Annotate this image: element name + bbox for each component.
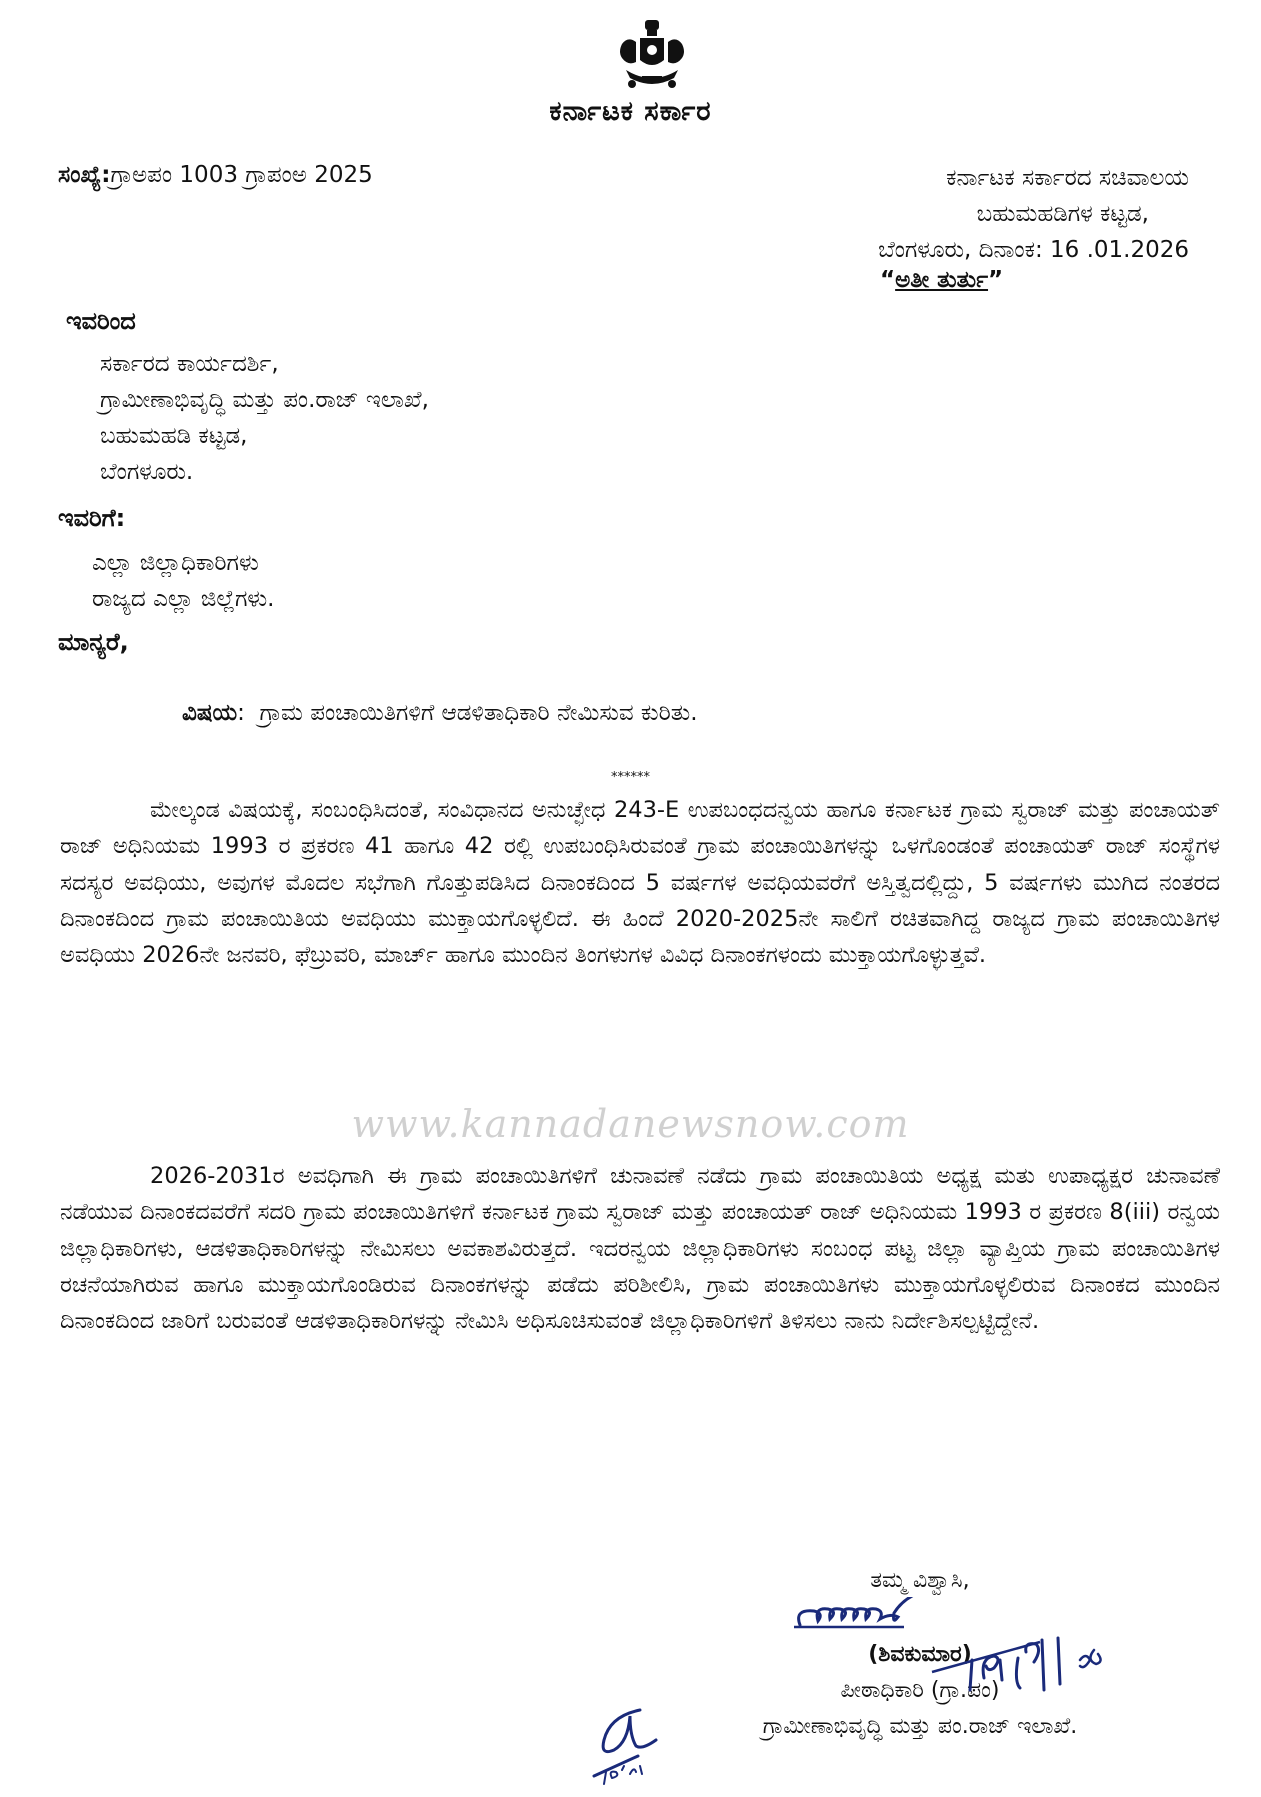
- from-line: ಗ್ರಾಮೀಣಾಭಿವೃದ್ಧಿ ಮತ್ತು ಪಂ.ರಾಜ್ ಇಲಾಖೆ,: [100, 387, 429, 413]
- close-quote: ”: [988, 267, 1004, 293]
- closing-text: ತಮ್ಮ ವಿಶ್ವಾಸಿ,: [870, 1568, 970, 1593]
- address-date-line: ಬೆಂಗಳೂರು, ದಿನಾಂಕ: 16 .01.2026: [878, 237, 1189, 263]
- priority-text: ಅತೀ ತುರ್ತು: [895, 267, 989, 293]
- body-paragraph-1: [60, 792, 1220, 973]
- from-line: ಬಹುಮಹಡಿ ಕಟ್ಟಡ,: [100, 423, 248, 449]
- government-title: ಕರ್ನಾಟಕ ಸರ್ಕಾರ: [549, 96, 712, 127]
- handwritten-date-mark: [930, 1620, 1150, 1700]
- signatory-name: (ಶಿವಕುಮಾರ): [868, 1642, 972, 1667]
- section-divider: ******: [611, 770, 650, 785]
- salutation: ಮಾನ್ಯರೆ,: [58, 628, 129, 656]
- subject-line: [182, 700, 698, 726]
- from-line: ಬೆಂಗಳೂರು.: [100, 459, 194, 485]
- handwritten-initials: [590, 1700, 670, 1790]
- from-block: [100, 346, 429, 490]
- body-paragraph-2: [60, 1158, 1220, 1339]
- from-heading: ಇವರಿಂದ: [66, 307, 136, 335]
- to-line: ರಾಜ್ಯದ ಎಲ್ಲಾ ಜಿಲ್ಲೆಗಳು.: [92, 586, 275, 612]
- subject-text: ಗ್ರಾಮ ಪಂಚಾಯಿತಿಗಳಿಗೆ ಆಡಳಿತಾಧಿಕಾರಿ ನೇಮಿಸುವ ಕುರಿತು.: [259, 700, 698, 726]
- to-heading: ಇವರಿಗೆ:: [58, 504, 126, 532]
- address-line-1: ಕರ್ನಾಟಕ ಸರ್ಕಾರದ ಸಚಿವಾಲಯ: [946, 165, 1189, 191]
- subject-label: ವಿಷಯ: [182, 700, 238, 726]
- to-line: ಎಲ್ಲಾ ಜಿಲ್ಲಾಧಿಕಾರಿಗಳು: [92, 550, 259, 576]
- signatory-designation: ಪೀಠಾಧಿಕಾರಿ (ಗ್ರಾ.ಪಂ): [840, 1678, 1000, 1703]
- paragraph-text: 2026-2031ರ ಅವಧಿಗಾಗಿ ಈ ಗ್ರಾಮ ಪಂಚಾಯಿತಿಗಳಿಗೆ ಚುನಾವಣೆ ನಡೆದು ಗ್ರಾಮ ಪಂಚಾಯಿತಿಯ ಅಧ್ಯಕ್ಷ ಮತು ಉಪಾಧ್ಯಕ್ಷರ ಚುನಾವಣೆ ನಡೆಯುವ ದಿನಾಂಕದವರೆಗೆ ಸದರಿ ಗ್ರಾಮ ಪಂಚಾಯಿತಿಗಳಿಗೆ ಕರ್ನಾಟಕ ಗ್ರಾಮ ಸ್ವರಾಜ್ ಮತ್ತು ಪಂಚಾಯತ್ ರಾಜ್ ಅಧಿನಿಯಮ 1993 ರ ಪ್ರಕರಣ 8(iii) ರನ್ವಯ ಜಿಲ್ಲಾಧಿಕಾರಿಗಳು, ಆಡಳಿತಾಧಿಕಾರಿಗಳನ್ನು ನೇಮಿಸಲು ಅವಕಾಶವಿರುತ್ತದೆ. ಇದರನ್ವಯ ಜಿಲ್ಲಾಧಿಕಾರಿಗಳು ಸಂಬಂಧ ಪಟ್ಟ ಜಿಲ್ಲಾ ವ್ಯಾಪ್ತಿಯ ಗ್ರಾಮ ಪಂಚಾಯಿತಿಗಳ ರಚನೆಯಾಗಿರುವ ಹಾಗೂ ಮುಕ್ತಾಯಗೊಂಡಿರುವ ದಿನಾಂಕಗಳನ್ನು ಪಡೆದು ಪರಿಶೀಲಿಸಿ, ಗ್ರಾಮ ಪಂಚಾಯಿತಿಗಳು ಮುಕ್ತಾಯಗೊಳ್ಳಲಿರುವ ದಿನಾಂಕದ ಮುಂದಿನ ದಿನಾಂಕದಿಂದ ಜಾರಿಗೆ ಬರುವಂತೆ ಆಡಳಿತಾಧಿಕಾರಿಗಳನ್ನು ನೇಮಿಸಿ ಅಧಿಸೂಚಿಸುವಂತೆ ಜಿಲ್ಲಾಧಿಕಾರಿಗಳಿಗೆ ತಿಳಿಸಲು ನಾನು ನಿರ್ದೇಶಿಸಲ್ಪಟ್ಟಿದ್ದೇನೆ.: [60, 1163, 1220, 1335]
- sender-address: [878, 160, 1189, 268]
- to-block: [92, 545, 275, 617]
- address-line-2: ಬಹುಮಹಡಿಗಳ ಕಟ್ಟಡ,: [976, 201, 1149, 227]
- watermark: www.kannadanewsnow.com: [351, 1102, 910, 1146]
- signatory-department: ಗ್ರಾಮೀಣಾಭಿವೃದ್ಧಿ ಮತ್ತು ಪಂ.ರಾಜ್ ಇಲಾಖೆ.: [762, 1714, 1078, 1739]
- open-quote: “: [880, 267, 896, 293]
- from-line: ಸರ್ಕಾರದ ಕಾರ್ಯದರ್ಶಿ,: [100, 351, 279, 377]
- paragraph-text: ಮೇಲ್ಕಂಡ ವಿಷಯಕ್ಕೆ, ಸಂಬಂಧಿಸಿದಂತೆ, ಸಂವಿಧಾನದ ಅನುಚ್ಛೇಧ 243-E ಉಪಬಂಧದನ್ವಯ ಹಾಗೂ ಕರ್ನಾಟಕ ಗ್ರಾಮ ಸ್ವರಾಜ್ ಮತ್ತು ಪಂಚಾಯತ್ ರಾಜ್ ಅಧಿನಿಯಮ 1993 ರ ಪ್ರಕರಣ 41 ಹಾಗೂ 42 ರಲ್ಲಿ ಉಪಬಂಧಿಸಿರುವಂತೆ ಗ್ರಾಮ ಪಂಚಾಯಿತಿಗಳನ್ನು ಒಳಗೊಂಡಂತೆ ಪಂಚಾಯತ್ ರಾಜ್ ಸಂಸ್ಥೆಗಳ ಸದಸ್ಯರ ಅವಧಿಯು, ಅವುಗಳ ಮೊದಲ ಸಭೆಗಾಗಿ ಗೊತ್ತುಪಡಿಸಿದ ದಿನಾಂಕದಿಂದ 5 ವರ್ಷಗಳ ಅವಧಿಯವರೆಗೆ ಅಸ್ತಿತ್ವದಲ್ಲಿದ್ದು, 5 ವರ್ಷಗಳು ಮುಗಿದ ನಂತರದ ದಿನಾಂಕದಿಂದ ಗ್ರಾಮ ಪಂಚಾಯಿತಿಯ ಅವಧಿಯು ಮುಕ್ತಾಯಗೊಳ್ಳಲಿದೆ. ಈ ಹಿಂದೆ 2020-2025ನೇ ಸಾಲಿಗೆ ರಚಿತವಾಗಿದ್ದ ರಾಜ್ಯದ ಗ್ರಾಮ ಪಂಚಾಯಿತಿಗಳ ಅವಧಿಯು 2026ನೇ ಜನವರಿ, ಫೆಬ್ರುವರಿ, ಮಾರ್ಚ್ ಹಾಗೂ ಮುಂದಿನ ತಿಂಗಳುಗಳ ವಿವಿಧ ದಿನಾಂಕಗಳಂದು ಮುಕ್ತಾಯಗೊಳ್ಳುತ್ತವೆ.: [60, 797, 1220, 969]
- reference-number: [58, 162, 373, 188]
- state-emblem-icon: [612, 18, 692, 96]
- reference-value: ಗ್ರಾಅಪಂ 1003 ಗ್ರಾಪಂಅ 2025: [110, 162, 373, 188]
- subject-separator: :: [237, 700, 245, 726]
- priority-marker: [880, 267, 1003, 293]
- reference-label: ಸಂಖ್ಯೆ:: [58, 162, 111, 188]
